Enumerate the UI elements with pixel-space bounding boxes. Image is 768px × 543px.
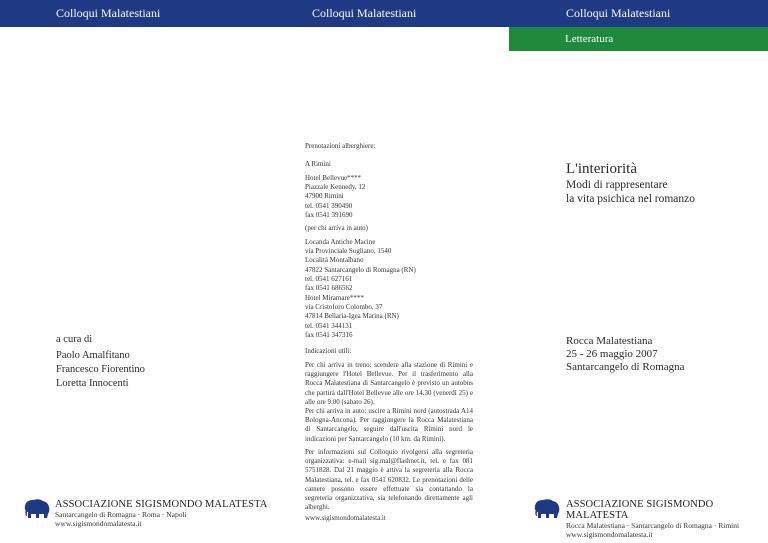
association-locations: Rocca Malatestiana · Santarcangelo di Romagna · Rimini xyxy=(566,521,740,530)
hotel-line: tel. 0541 344131 xyxy=(305,321,353,330)
hotel-line: Hotel Bellevue**** xyxy=(305,174,362,182)
car-directions: Per chi arriva in auto: uscire a Rimini nord (autostrada A14 Bologna-Ancona). Per raggiungere la Rocca Malatestiana di Santarcangelo, seguire dall'uscita Rimini nord le indicazioni per Santarcangelo (10 km. da Rimini). xyxy=(305,407,473,443)
header-title-right: Colloqui Malatestiani xyxy=(566,6,671,20)
hotel-line: Località Montalbano xyxy=(305,256,364,265)
association-name: ASSOCIAZIONE SIGISMONDO MALATESTA xyxy=(566,499,714,521)
event-subtitle-1: Modi di rappresentare xyxy=(566,179,668,191)
curator-name: Paolo Amalfitano xyxy=(56,350,130,361)
association-block-left xyxy=(55,499,267,528)
hotel-line: fax 0541 686562 xyxy=(305,284,353,293)
header-title-left: Colloqui Malatestiani xyxy=(56,6,161,20)
hotel-line: 47822 Santarcangelo di Romagna (RN) xyxy=(305,265,416,274)
info-paragraph: Per informazioni sul Colloquio rivolgersi alla segreteria organizzativa: e-mail sig.mal@flashnet.it, tel. e fax 081 5751828. Dal 21 maggio è attiva la segreteria alla Rocca Malatestiana, tel. e fax 0541 620832. Le prenotazioni delle camere possono essere effettuate sia contattando la segreteria organizzativa, sia telefonando direttamente agli alberghi. xyxy=(305,448,473,512)
hotel-line: via Cristoforo Colombo, 37 xyxy=(305,303,383,312)
car-note: (per chi arriva in auto) xyxy=(305,224,368,232)
hotel-line: fax 0541 391690 xyxy=(305,210,353,219)
section-label: Letteratura xyxy=(565,33,614,45)
hotel-line: via Provinciale Sogliano, 1540 xyxy=(305,247,392,256)
association-website: www.sigismondomalatesta.it xyxy=(55,519,142,528)
header-bar xyxy=(0,0,768,27)
hotel-line: Locanda Antiche Macine xyxy=(305,238,376,246)
hotel-line: fax 0541 347316 xyxy=(305,330,353,339)
curator-list xyxy=(56,349,145,391)
city-label: A Rimini xyxy=(305,160,331,168)
hotel-line: 47900 Rimini xyxy=(305,192,344,201)
elephant-logo-left xyxy=(22,497,52,524)
section-bar xyxy=(509,27,768,51)
curator-name: Loretta Innocenti xyxy=(56,378,129,389)
hotel-line: tel. 0541 627161 xyxy=(305,274,353,283)
event-dates: 25 - 26 maggio 2007 xyxy=(566,348,658,360)
association-name: ASSOCIAZIONE SIGISMONDO MALATESTA xyxy=(55,499,268,510)
useful-heading: Indicazioni utili: xyxy=(305,347,352,355)
event-subtitle-2: la vita psichica nel romanzo xyxy=(566,193,696,205)
train-directions: Per chi arriva in treno: scendere alla stazione di Rimini e raggiungere l'Hotel Bellevue. Per il trasferimento alla Rocca Malatestiana di Santarcangelo è previsto un autobus che partirà dall'Hotel Bellevue alle ore 14.30 (venerdì 25) e alle ore 9.00 (sabato 26). xyxy=(305,361,473,406)
event-place: Santarcangelo di Romagna xyxy=(566,361,685,373)
elephant-logo-right xyxy=(532,497,562,524)
curator-label: a cura di xyxy=(56,334,93,345)
association-website: www.sigismondomalatesta.it xyxy=(566,530,653,539)
association-block-right xyxy=(566,499,768,539)
hotel-bellevue xyxy=(305,174,365,220)
venue: Rocca Malatestiana xyxy=(566,335,653,347)
hotel-line: tel. 0541 390490 xyxy=(305,201,353,210)
hotel-line: Piazzale Kennedy, 12 xyxy=(305,183,366,192)
association-locations: Santarcangelo di Romagna · Roma · Napoli xyxy=(55,510,187,519)
hotel-line: 47814 Bellaria-Igea Marina (RN) xyxy=(305,312,399,321)
curator-name: Francesco Fiorentino xyxy=(56,364,145,375)
hotel-locanda xyxy=(305,238,416,293)
hotel-miramare xyxy=(305,294,399,340)
website-middle: www.sigismondomalatesta.it xyxy=(305,514,386,522)
header-title-middle: Colloqui Malatestiani xyxy=(312,6,417,20)
event-title: L'interiorità xyxy=(566,161,638,177)
booking-heading: Prenotazioni alberghiere: xyxy=(305,142,376,150)
hotel-line: Hotel Miramare**** xyxy=(305,294,364,302)
